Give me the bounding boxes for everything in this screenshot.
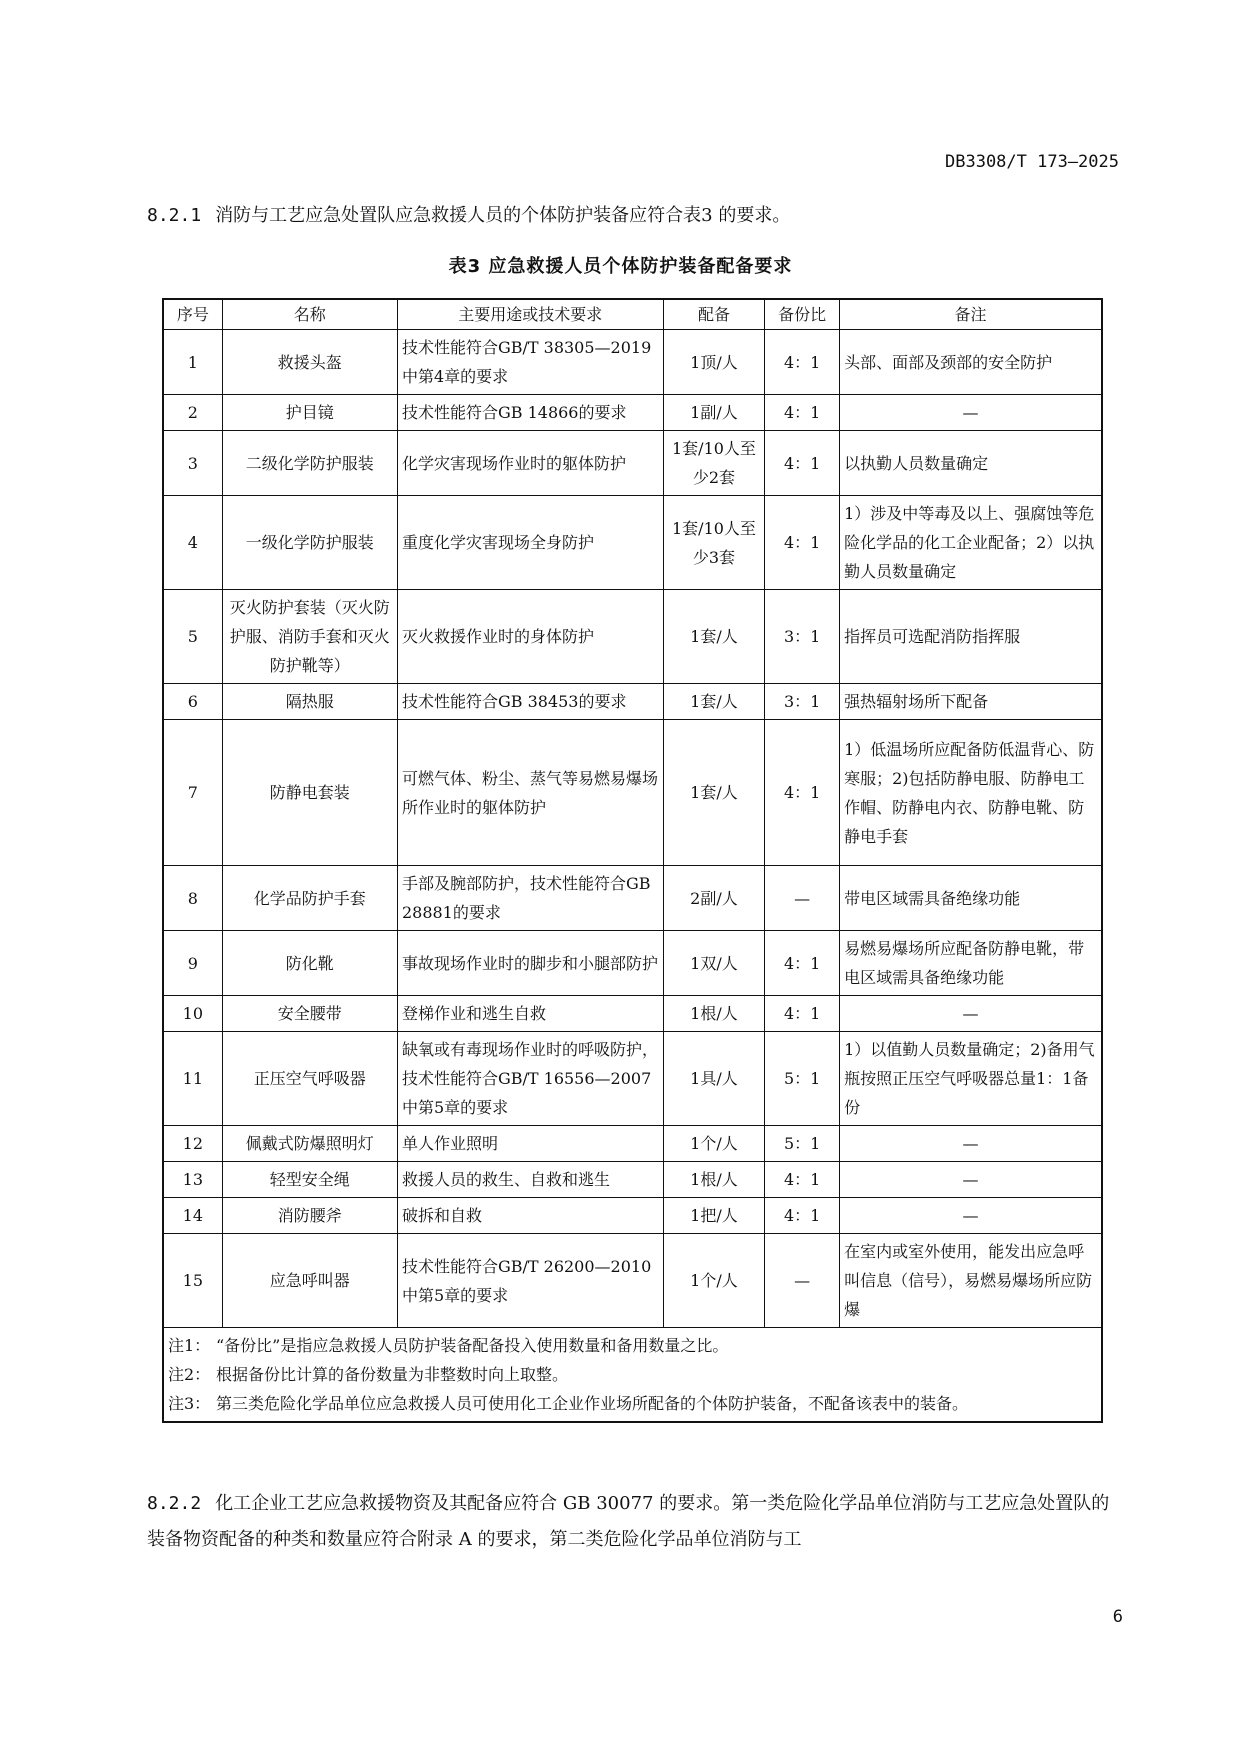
cell-index: 12 — [163, 1126, 222, 1162]
note — [168, 1389, 1097, 1418]
cell-backup-ratio: — — [765, 1234, 840, 1328]
cell-quantity: 1顶/人 — [663, 330, 765, 395]
cell-backup-ratio: 4：1 — [765, 931, 840, 996]
header-cell: 主要用途或技术要求 — [397, 299, 663, 330]
table-row — [163, 684, 1102, 720]
table-row — [163, 1032, 1102, 1126]
cell-usage: 登梯作业和逃生自救 — [397, 996, 663, 1032]
clause-8-2-2 — [147, 1486, 1121, 1558]
cell-usage: 重度化学灾害现场全身防护 — [397, 496, 663, 590]
header-cell: 配备 — [663, 299, 765, 330]
header-cell: 名称 — [222, 299, 397, 330]
cell-name: 佩戴式防爆照明灯 — [222, 1126, 397, 1162]
cell-quantity: 1双/人 — [663, 931, 765, 996]
cell-backup-ratio: 5：1 — [765, 1126, 840, 1162]
cell-backup-ratio: 3：1 — [765, 684, 840, 720]
clause-number: 8.2.2 — [147, 1493, 202, 1514]
cell-remarks: — — [840, 395, 1102, 431]
cell-backup-ratio: 4：1 — [765, 496, 840, 590]
clause-number: 8.2.1 — [147, 205, 202, 226]
cell-quantity: 1套/10人至少2套 — [663, 431, 765, 496]
cell-usage: 救援人员的救生、自救和逃生 — [397, 1162, 663, 1198]
cell-index: 3 — [163, 431, 222, 496]
cell-index: 2 — [163, 395, 222, 431]
cell-quantity: 1套/10人至少3套 — [663, 496, 765, 590]
cell-backup-ratio: 5：1 — [765, 1032, 840, 1126]
header-cell: 备份比 — [765, 299, 840, 330]
cell-usage: 手部及腕部防护，技术性能符合GB 28881的要求 — [397, 866, 663, 931]
equipment-table — [162, 298, 1103, 1423]
table-row — [163, 1234, 1102, 1328]
cell-name: 防静电套装 — [222, 720, 397, 866]
cell-usage: 技术性能符合GB/T 26200—2010中第5章的要求 — [397, 1234, 663, 1328]
cell-remarks: 在室内或室外使用，能发出应急呼叫信息（信号），易燃易爆场所应防爆 — [840, 1234, 1102, 1328]
cell-remarks: — — [840, 1162, 1102, 1198]
cell-backup-ratio: 4：1 — [765, 720, 840, 866]
header-cell: 备注 — [840, 299, 1102, 330]
table-title: 表3 应急救援人员个体防护装备配备要求 — [448, 256, 793, 277]
cell-index: 11 — [163, 1032, 222, 1126]
cell-remarks: 指挥员可选配消防指挥服 — [840, 590, 1102, 684]
cell-usage: 技术性能符合GB 38453的要求 — [397, 684, 663, 720]
cell-quantity: 1个/人 — [663, 1234, 765, 1328]
table-row — [163, 931, 1102, 996]
cell-index: 7 — [163, 720, 222, 866]
cell-index: 13 — [163, 1162, 222, 1198]
cell-name: 隔热服 — [222, 684, 397, 720]
cell-index: 4 — [163, 496, 222, 590]
cell-usage: 单人作业照明 — [397, 1126, 663, 1162]
cell-remarks: 强热辐射场所下配备 — [840, 684, 1102, 720]
cell-remarks: 易燃易爆场所应配备防静电靴，带电区域需具备绝缘功能 — [840, 931, 1102, 996]
table-row — [163, 496, 1102, 590]
note-label: 注1： — [168, 1336, 211, 1355]
note — [168, 1360, 1097, 1389]
cell-usage: 灭火救援作业时的身体防护 — [397, 590, 663, 684]
table-row — [163, 866, 1102, 931]
cell-usage: 技术性能符合GB 14866的要求 — [397, 395, 663, 431]
table-notes-row — [163, 1328, 1102, 1423]
cell-index: 10 — [163, 996, 222, 1032]
table-row — [163, 395, 1102, 431]
cell-name: 轻型安全绳 — [222, 1162, 397, 1198]
cell-remarks: 头部、面部及颈部的安全防护 — [840, 330, 1102, 395]
cell-usage: 化学灾害现场作业时的躯体防护 — [397, 431, 663, 496]
cell-name: 安全腰带 — [222, 996, 397, 1032]
document-code: DB3308/T 173—2025 — [945, 152, 1119, 172]
table-body — [163, 330, 1102, 1423]
cell-usage: 技术性能符合GB/T 38305—2019中第4章的要求 — [397, 330, 663, 395]
table-row — [163, 1198, 1102, 1234]
cell-quantity: 1具/人 — [663, 1032, 765, 1126]
note — [168, 1331, 1097, 1360]
cell-quantity: 1套/人 — [663, 684, 765, 720]
cell-usage: 缺氧或有毒现场作业时的呼吸防护，技术性能符合GB/T 16556—2007中第5章的要求 — [397, 1032, 663, 1126]
cell-quantity: 1根/人 — [663, 1162, 765, 1198]
cell-backup-ratio: 4：1 — [765, 1162, 840, 1198]
table-row — [163, 996, 1102, 1032]
cell-remarks: — — [840, 1126, 1102, 1162]
cell-remarks: 以执勤人员数量确定 — [840, 431, 1102, 496]
cell-quantity: 1套/人 — [663, 720, 765, 866]
page-number: 6 — [1112, 1607, 1123, 1627]
cell-usage: 事故现场作业时的脚步和小腿部防护 — [397, 931, 663, 996]
cell-backup-ratio: — — [765, 866, 840, 931]
table-row — [163, 1126, 1102, 1162]
note-label: 注2： — [168, 1365, 211, 1384]
header-cell: 序号 — [163, 299, 222, 330]
cell-index: 9 — [163, 931, 222, 996]
cell-backup-ratio: 4：1 — [765, 395, 840, 431]
clause-8-2-1 — [147, 198, 1121, 234]
cell-quantity: 2副/人 — [663, 866, 765, 931]
cell-index: 1 — [163, 330, 222, 395]
cell-remarks: 1）涉及中等毒及以上、强腐蚀等危险化学品的化工企业配备；2）以执勤人员数量确定 — [840, 496, 1102, 590]
cell-name: 二级化学防护服装 — [222, 431, 397, 496]
cell-index: 14 — [163, 1198, 222, 1234]
cell-usage: 破拆和自救 — [397, 1198, 663, 1234]
cell-remarks: 1）以值勤人员数量确定；2)备用气瓶按照正压空气呼吸器总量1：1备份 — [840, 1032, 1102, 1126]
table-row — [163, 590, 1102, 684]
cell-name: 正压空气呼吸器 — [222, 1032, 397, 1126]
note-text: 根据备份比计算的备份数量为非整数时向上取整。 — [216, 1365, 569, 1384]
table-notes — [163, 1328, 1102, 1423]
note-text: 第三类危险化学品单位应急救援人员可使用化工企业作业场所配备的个体防护装备，不配备该表中的装备。 — [216, 1394, 969, 1413]
table-row — [163, 330, 1102, 395]
cell-remarks: 带电区域需具备绝缘功能 — [840, 866, 1102, 931]
cell-name: 救援头盔 — [222, 330, 397, 395]
cell-index: 8 — [163, 866, 222, 931]
cell-name: 一级化学防护服装 — [222, 496, 397, 590]
cell-remarks: — — [840, 996, 1102, 1032]
clause-text: 化工企业工艺应急救援物资及其配备应符合 GB 30077 的要求。第一类危险化学品单位消防与工艺应急处置队的装备物资配备的种类和数量应符合附录 A 的要求，第二类危险化学品单位消防与工 — [147, 1493, 1110, 1550]
note-text: “备份比”是指应急救援人员防护装备配备投入使用数量和备用数量之比。 — [216, 1336, 729, 1355]
cell-index: 15 — [163, 1234, 222, 1328]
cell-quantity: 1把/人 — [663, 1198, 765, 1234]
cell-index: 5 — [163, 590, 222, 684]
cell-quantity: 1根/人 — [663, 996, 765, 1032]
cell-backup-ratio: 4：1 — [765, 330, 840, 395]
cell-remarks: 1）低温场所应配备防低温背心、防寒服；2)包括防静电服、防静电工作帽、防静电内衣、防静电靴、防静电手套 — [840, 720, 1102, 866]
note-label: 注3： — [168, 1394, 211, 1413]
cell-name: 消防腰斧 — [222, 1198, 397, 1234]
cell-name: 应急呼叫器 — [222, 1234, 397, 1328]
cell-name: 化学品防护手套 — [222, 866, 397, 931]
cell-remarks: — — [840, 1198, 1102, 1234]
cell-backup-ratio: 3：1 — [765, 590, 840, 684]
table-row — [163, 720, 1102, 866]
cell-backup-ratio: 4：1 — [765, 1198, 840, 1234]
cell-name: 护目镜 — [222, 395, 397, 431]
clause-text: 消防与工艺应急处置队应急救援人员的个体防护装备应符合表3 的要求。 — [215, 205, 791, 226]
table-row — [163, 1162, 1102, 1198]
cell-index: 6 — [163, 684, 222, 720]
cell-backup-ratio: 4：1 — [765, 996, 840, 1032]
table-header-row — [163, 299, 1102, 330]
cell-backup-ratio: 4：1 — [765, 431, 840, 496]
cell-quantity: 1套/人 — [663, 590, 765, 684]
cell-quantity: 1个/人 — [663, 1126, 765, 1162]
table-row — [163, 431, 1102, 496]
cell-name: 防化靴 — [222, 931, 397, 996]
cell-quantity: 1副/人 — [663, 395, 765, 431]
cell-usage: 可燃气体、粉尘、蒸气等易燃易爆场所作业时的躯体防护 — [397, 720, 663, 866]
cell-name: 灭火防护套装（灭火防护服、消防手套和灭火防护靴等） — [222, 590, 397, 684]
